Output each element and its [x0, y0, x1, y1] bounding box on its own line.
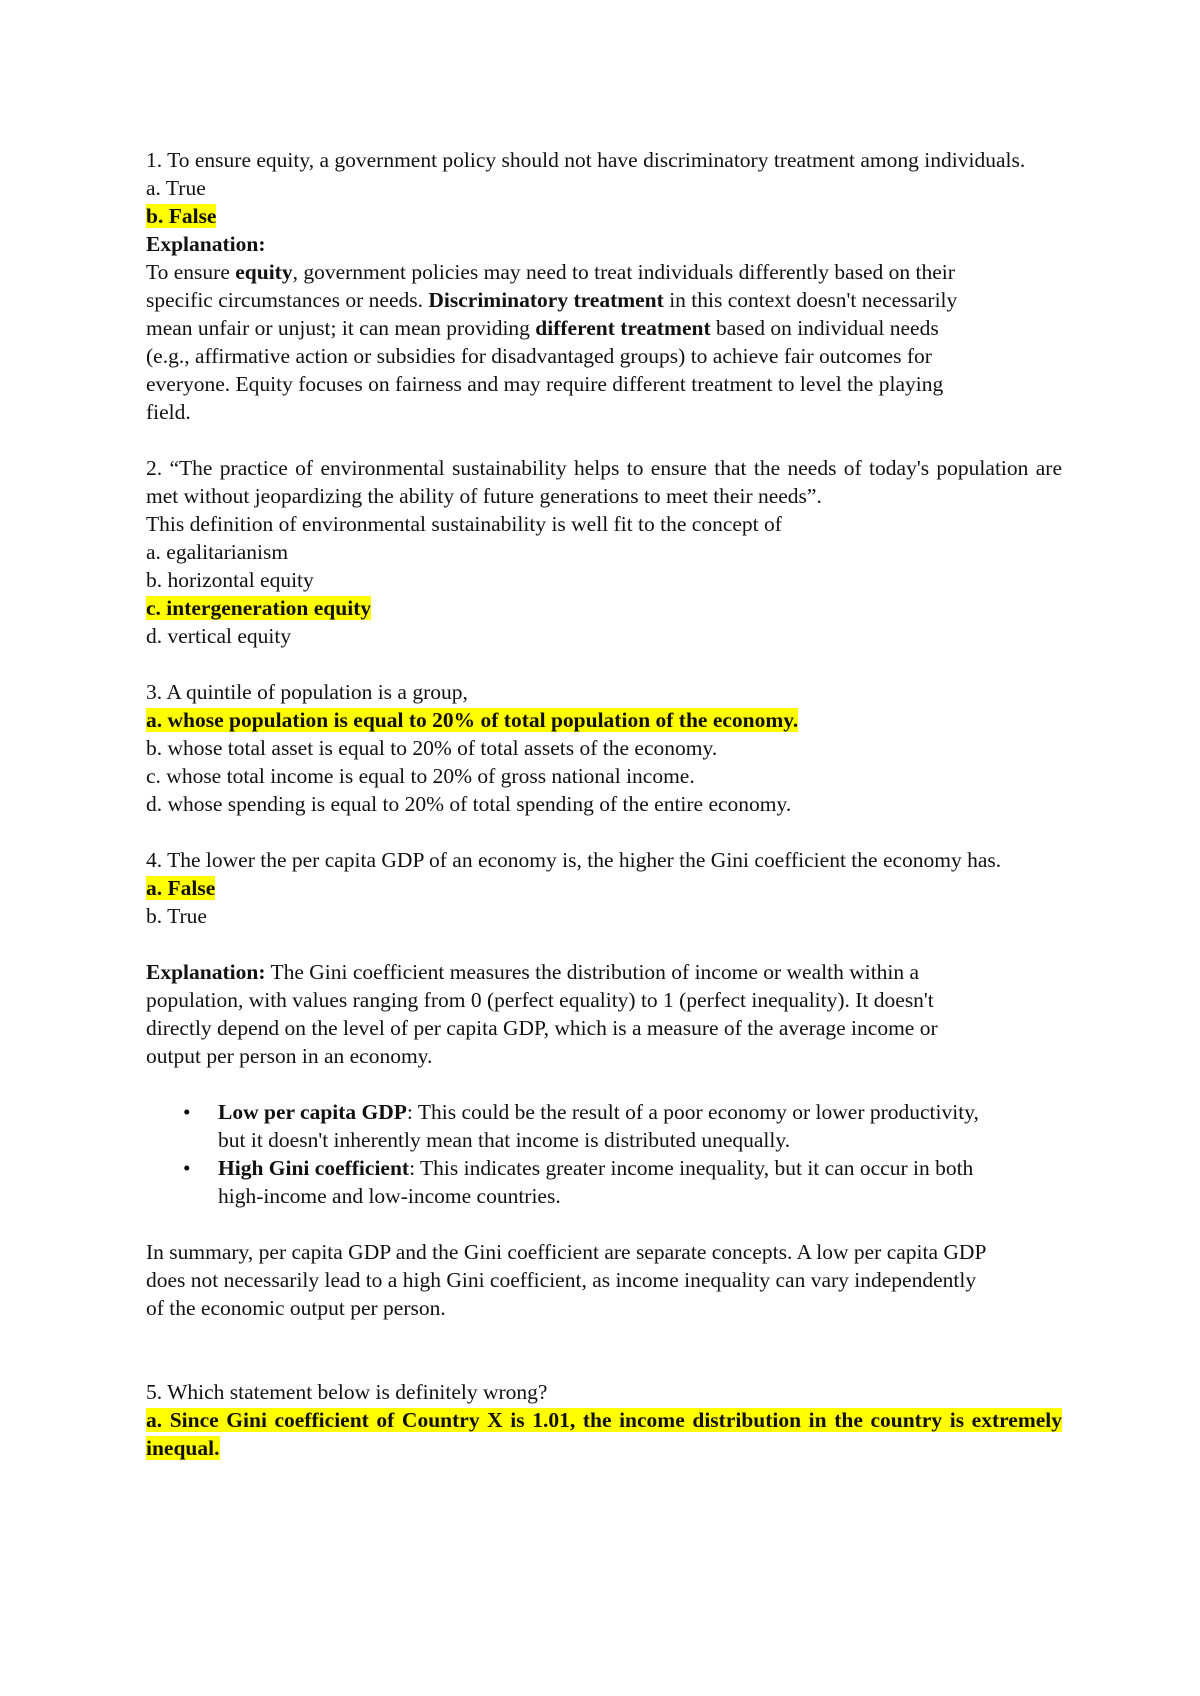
bullet-icon: • [183, 1100, 191, 1124]
question-1-option-b-answer: b. False [146, 204, 217, 228]
question-5 [146, 1378, 1062, 1462]
question-2 [146, 454, 1062, 650]
question-3-option-d: d. whose spending is equal to 20% of total spending of the entire economy. [146, 792, 792, 816]
question-4-explanation: Explanation: The Gini coefficient measures the distribution of income or wealth within a population, with values ranging from 0 (perfect equality) to 1 (perfect inequality). It doesn't directly depend on the level of per capita GDP, which is a measure of the average income or output per person in an economy. [146, 960, 938, 1068]
question-2-text-cont: This definition of environmental sustainability is well fit to the concept of [146, 512, 782, 536]
question-2-text: 2. “The practice of environmental sustainability helps to ensure that the needs of today's population are met without jeopardizing the ability of future generations to meet their needs”. [146, 456, 1062, 508]
question-5-text: 5. Which statement below is definitely wrong? [146, 1380, 548, 1404]
question-1 [146, 146, 1062, 426]
list-item: • High Gini coefficient: This indicates greater income inequality, but it can occur in both high-income and low-income countries. [183, 1156, 974, 1208]
question-3-option-b: b. whose total asset is equal to 20% of total assets of the economy. [146, 736, 718, 760]
question-1-text: 1. To ensure equity, a government policy should not have discriminatory treatment among individuals. [146, 148, 1026, 172]
question-3-option-c: c. whose total income is equal to 20% of gross national income. [146, 764, 695, 788]
question-4-option-b: b. True [146, 904, 207, 928]
question-1-explanation-label: Explanation: [146, 232, 266, 256]
document-page [146, 146, 1062, 1462]
list-item: • Low per capita GDP: This could be the result of a poor economy or lower productivity, but it doesn't inherently mean that income is distributed unequally. [183, 1100, 979, 1152]
question-3-text: 3. A quintile of population is a group, [146, 680, 468, 704]
question-4-option-a-answer: a. False [146, 876, 216, 900]
question-4-explanation-label: Explanation: [146, 960, 266, 984]
question-1-explanation: To ensure equity, government policies may need to treat individuals differently based on their specific circumstances or needs. Discriminatory treatment in this context doesn't necessarily mean unfair or unjust; it can mean providing different treatment based on individual needs (e.g., affirmative action or subsidies for disadvantaged groups) to achieve fair outcomes for everyone. Equity focuses on fairness and may require different treatment to level the playing field. [146, 260, 958, 424]
question-1-option-a: a. True [146, 176, 206, 200]
question-5-option-a-answer: a. Since Gini coefficient of Country X is 1.01, the income distribution in the country is extremely inequal. [146, 1408, 1062, 1460]
question-4-bullet-list [146, 1098, 988, 1210]
bullet-icon: • [183, 1156, 191, 1180]
question-3-option-a-answer: a. whose population is equal to 20% of total population of the economy. [146, 708, 799, 732]
question-2-option-a: a. egalitarianism [146, 540, 289, 564]
question-4 [146, 846, 1062, 930]
question-2-option-d: d. vertical equity [146, 624, 292, 648]
question-2-option-b: b. horizontal equity [146, 568, 314, 592]
question-3 [146, 678, 1062, 818]
question-2-option-c-answer: c. intergeneration equity [146, 596, 372, 620]
question-4-summary: In summary, per capita GDP and the Gini coefficient are separate concepts. A low per capita GDP does not necessarily lead to a high Gini coefficient, as income inequality can vary independently of the economic output per person. [146, 1240, 986, 1320]
question-4-text: 4. The lower the per capita GDP of an economy is, the higher the Gini coefficient the economy has. [146, 848, 1002, 872]
